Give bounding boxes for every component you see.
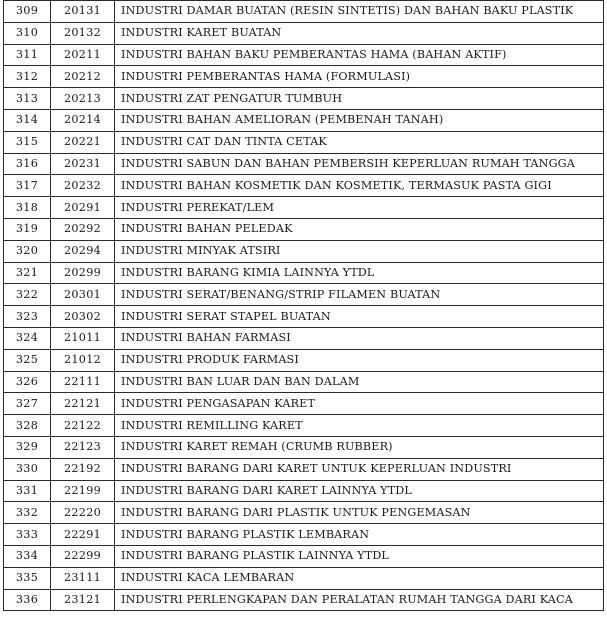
table-row [4,589,604,611]
row-number-cell: 319 [4,218,51,240]
industry-description-cell: INDUSTRI SERAT STAPEL BUATAN [115,306,604,328]
industry-description-cell: INDUSTRI KACA LEMBARAN [115,567,604,589]
industry-description-cell: INDUSTRI PERLENGKAPAN DAN PERALATAN RUMAH TANGGA DARI KACA [115,589,604,611]
industry-description-cell: INDUSTRI BAHAN KOSMETIK DAN KOSMETIK, TERMASUK PASTA GIGI [115,175,604,197]
industry-description-cell: INDUSTRI SABUN DAN BAHAN PEMBERSIH KEPERLUAN RUMAH TANGGA [115,153,604,175]
industry-description-cell: INDUSTRI SERAT/BENANG/STRIP FILAMEN BUATAN [115,284,604,306]
industry-description-cell: INDUSTRI ZAT PENGATUR TUMBUH [115,88,604,110]
table-row [4,22,604,44]
kbli-code-cell: 20294 [51,240,115,262]
industry-description-cell: INDUSTRI BAHAN PELEDAK [115,218,604,240]
row-number-cell: 315 [4,131,51,153]
industry-description-cell: INDUSTRI BAHAN AMELIORAN (PEMBENAH TANAH) [115,109,604,131]
row-number-cell: 326 [4,371,51,393]
table-row [4,197,604,219]
kbli-code-cell: 20132 [51,22,115,44]
industry-description-cell: INDUSTRI BARANG KIMIA LAINNYA YTDL [115,262,604,284]
row-number-cell: 322 [4,284,51,306]
kbli-code-cell: 22121 [51,393,115,415]
kbli-code-cell: 20302 [51,306,115,328]
row-number-cell: 331 [4,480,51,502]
table-row [4,436,604,458]
industry-description-cell: INDUSTRI MINYAK ATSIRI [115,240,604,262]
industry-description-cell: INDUSTRI BARANG DARI KARET LAINNYA YTDL [115,480,604,502]
industry-description-cell: INDUSTRI CAT DAN TINTA CETAK [115,131,604,153]
industry-description-cell: INDUSTRI BAHAN FARMASI [115,327,604,349]
kbli-code-cell: 22122 [51,415,115,437]
document-page [3,0,604,611]
kbli-code-cell: 20291 [51,197,115,219]
table-row [4,240,604,262]
table-row [4,371,604,393]
row-number-cell: 330 [4,458,51,480]
kbli-code-cell: 20232 [51,175,115,197]
row-number-cell: 327 [4,393,51,415]
row-number-cell: 321 [4,262,51,284]
kbli-code-cell: 22123 [51,436,115,458]
industry-description-cell: INDUSTRI PEMBERANTAS HAMA (FORMULASI) [115,66,604,88]
industry-description-cell: INDUSTRI PENGASAPAN KARET [115,393,604,415]
kbli-code-cell: 20221 [51,131,115,153]
kbli-code-cell: 22220 [51,502,115,524]
table-row [4,567,604,589]
industry-description-cell: INDUSTRI BARANG PLASTIK LAINNYA YTDL [115,545,604,567]
kbli-code-cell: 20214 [51,109,115,131]
table-row [4,109,604,131]
table-row [4,153,604,175]
table-row [4,175,604,197]
table-row [4,284,604,306]
row-number-cell: 309 [4,1,51,23]
row-number-cell: 333 [4,524,51,546]
kbli-code-cell: 20211 [51,44,115,66]
row-number-cell: 325 [4,349,51,371]
kbli-code-cell: 22111 [51,371,115,393]
kbli-code-cell: 20299 [51,262,115,284]
table-row [4,218,604,240]
row-number-cell: 336 [4,589,51,611]
table-row [4,262,604,284]
table-row [4,349,604,371]
table-row [4,306,604,328]
kbli-code-cell: 20231 [51,153,115,175]
row-number-cell: 313 [4,88,51,110]
kbli-code-cell: 20292 [51,218,115,240]
table-row [4,393,604,415]
row-number-cell: 328 [4,415,51,437]
row-number-cell: 314 [4,109,51,131]
kbli-code-cell: 20213 [51,88,115,110]
industry-description-cell: INDUSTRI BARANG DARI PLASTIK UNTUK PENGEMASAN [115,502,604,524]
row-number-cell: 316 [4,153,51,175]
industry-description-cell: INDUSTRI KARET REMAH (CRUMB RUBBER) [115,436,604,458]
kbli-code-cell: 23111 [51,567,115,589]
industry-description-cell: INDUSTRI BAHAN BAKU PEMBERANTAS HAMA (BAHAN AKTIF) [115,44,604,66]
row-number-cell: 311 [4,44,51,66]
table-row [4,458,604,480]
table-row [4,545,604,567]
kbli-code-cell: 20131 [51,1,115,23]
table-row [4,1,604,23]
industry-description-cell: INDUSTRI REMILLING KARET [115,415,604,437]
kbli-code-cell: 22291 [51,524,115,546]
row-number-cell: 324 [4,327,51,349]
row-number-cell: 332 [4,502,51,524]
table-row [4,415,604,437]
table-row [4,44,604,66]
kbli-table-body [4,1,604,611]
table-row [4,524,604,546]
industry-description-cell: INDUSTRI PRODUK FARMASI [115,349,604,371]
table-row [4,131,604,153]
kbli-code-cell: 22199 [51,480,115,502]
kbli-code-cell: 20212 [51,66,115,88]
row-number-cell: 335 [4,567,51,589]
kbli-code-cell: 21011 [51,327,115,349]
kbli-code-cell: 22192 [51,458,115,480]
industry-description-cell: INDUSTRI BARANG PLASTIK LEMBARAN [115,524,604,546]
row-number-cell: 323 [4,306,51,328]
kbli-table [3,0,604,611]
row-number-cell: 312 [4,66,51,88]
row-number-cell: 329 [4,436,51,458]
kbli-code-cell: 23121 [51,589,115,611]
industry-description-cell: INDUSTRI DAMAR BUATAN (RESIN SINTETIS) DAN BAHAN BAKU PLASTIK [115,1,604,23]
table-row [4,480,604,502]
kbli-code-cell: 22299 [51,545,115,567]
kbli-code-cell: 21012 [51,349,115,371]
kbli-code-cell: 20301 [51,284,115,306]
row-number-cell: 320 [4,240,51,262]
industry-description-cell: INDUSTRI BARANG DARI KARET UNTUK KEPERLUAN INDUSTRI [115,458,604,480]
row-number-cell: 334 [4,545,51,567]
row-number-cell: 318 [4,197,51,219]
industry-description-cell: INDUSTRI PEREKAT/LEM [115,197,604,219]
table-row [4,327,604,349]
table-row [4,502,604,524]
row-number-cell: 317 [4,175,51,197]
row-number-cell: 310 [4,22,51,44]
table-row [4,88,604,110]
industry-description-cell: INDUSTRI BAN LUAR DAN BAN DALAM [115,371,604,393]
table-row [4,66,604,88]
industry-description-cell: INDUSTRI KARET BUATAN [115,22,604,44]
